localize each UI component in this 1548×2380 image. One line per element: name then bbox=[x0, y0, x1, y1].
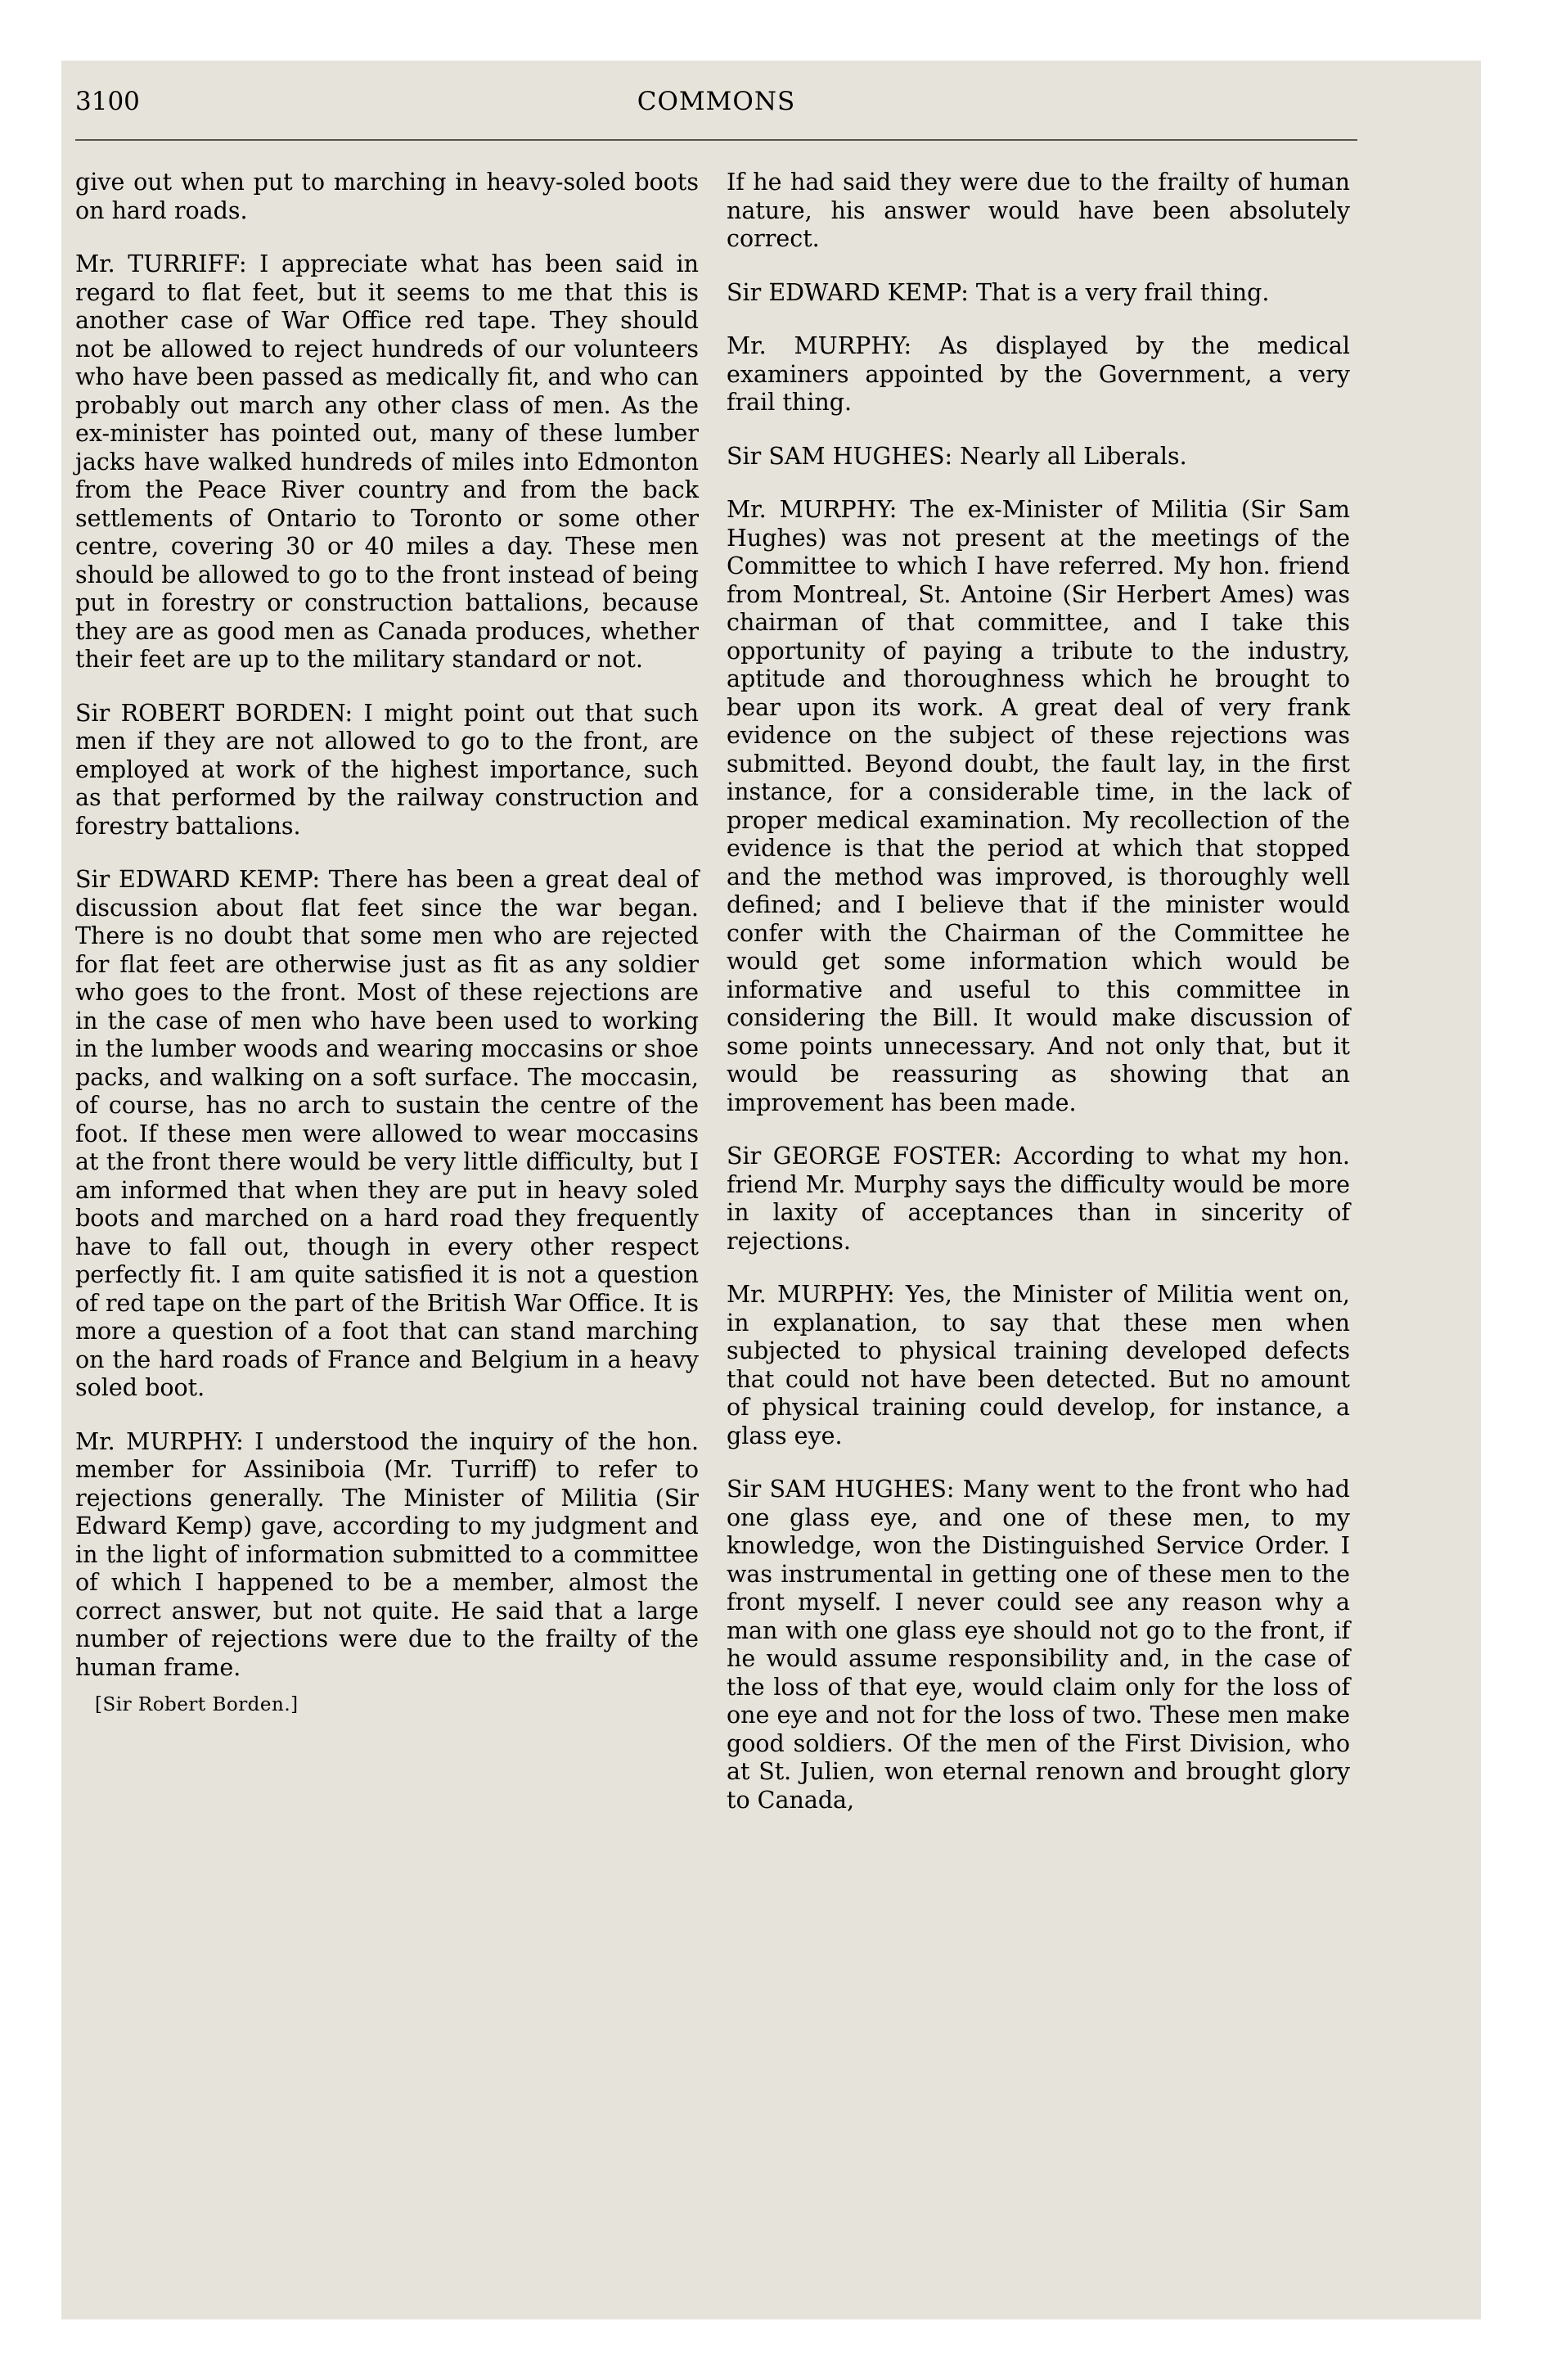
paragraph: If he had said they were due to the frailty of human nature, his answer would have been absolutely correct. bbox=[727, 169, 1350, 252]
paragraph: Sir SAM HUGHES: Nearly all Liberals. bbox=[727, 442, 1187, 470]
paragraph: Mr. MURPHY: I understood the inquiry of the hon. member for Assiniboia (Mr. Turriff) to refer to rejections generally. The Minister of Militia (Sir Edward Kemp) gave, according to my judgment and in the light of information submitted to a committee of which I happened to be a member, almost the correct answer, but not quite. He said that a large number of rejections were due to the frailty of the human frame. bbox=[75, 1427, 699, 1681]
page-number: 3100 bbox=[75, 87, 140, 116]
page-header bbox=[75, 87, 1357, 119]
speaker-tag: [Sir Robert Borden.] bbox=[95, 1694, 299, 1715]
page-heading: COMMONS bbox=[637, 87, 796, 116]
paragraph: give out when put to marching in heavy-soled boots on hard roads. bbox=[75, 169, 699, 224]
left-column bbox=[75, 169, 699, 1720]
paragraph: Sir ROBERT BORDEN: I might point out that such men if they are not allowed to go to the front, are employed at work of the highest importance, such as that performed by the railway construction and forestry battalions. bbox=[75, 699, 699, 840]
header-rule bbox=[75, 139, 1357, 141]
paragraph: Mr. MURPHY: As displayed by the medical examiners appointed by the Government, a very frail thing. bbox=[727, 332, 1350, 416]
paragraph: Sir SAM HUGHES: Many went to the front who had one glass eye, and one of these men, to my knowledge, won the Distinguished Service Order. I was instrumental in getting one of these men to the front myself. I never could see any reason why a man with one glass eye should not go to the front, if he would assume responsibility and, in the case of the loss of that eye, would claim only for the loss of one eye and not for the loss of two. These men make good soldiers. Of the men of the First Division, who at St. Julien, won eternal renown and brought glory to Canada, bbox=[727, 1476, 1350, 1814]
paragraph: Mr. TURRIFF: I appreciate what has been said in regard to flat feet, but it seems to me that this is another case of War Office red tape. They should not be allowed to reject hundreds of our volunteers who have been passed as medically fit, and who can probably out march any other class of men. As the ex-minister has pointed out, many of these lumber jacks have walked hundreds of miles into Edmonton from the Peace River country and from the back settlements of Ontario to Toronto or some other centre, covering 30 or 40 miles a day. These men should be allowed to go to the front instead of being put in forestry or construction battalions, because they are as good men as Canada produces, whether their feet are up to the military standard or not. bbox=[75, 250, 699, 673]
paragraph: Mr. MURPHY: The ex-Minister of Militia (Sir Sam Hughes) was not present at the meetings of the Committee to which I have referred. My hon. friend from Montreal, St. Antoine (Sir Herbert Ames) was chairman of that committee, and I take this opportunity of paying a tribute to the industry, aptitude and thoroughness which he brought to bear upon its work. A great deal of very frank evidence on the subject of these rejections was submitted. Beyond doubt, the fault lay, in the first instance, for a considerable time, in the lack of proper medical examination. My recollection of the evidence is that the period at which that stopped and the method was improved, is thoroughly well defined; and I believe that if the minister would confer with the Chairman of the Committee he would get some information which would be informative and useful to this committee in considering the Bill. It would make discussion of some points unnecessary. And not only that, but it would be reassuring as showing that an improvement has been made. bbox=[727, 496, 1350, 1116]
paragraph: Mr. MURPHY: Yes, the Minister of Militia went on, in explanation, to say that these men when subjected to physical training developed defects that could not have been detected. But no amount of physical training could develop, for instance, a glass eye. bbox=[727, 1281, 1350, 1449]
paragraph: Sir EDWARD KEMP: There has been a great deal of discussion about flat feet since the war began. There is no doubt that some men who are rejected for flat feet are otherwise just as fit as any soldier who goes to the front. Most of these rejections are in the case of men who have been used to working in the lumber woods and wearing moccasins or shoe packs, and walking on a soft surface. The moccasin, of course, has no arch to sustain the centre of the foot. If these men were allowed to wear moccasins at the front there would be very little difficulty, but I am informed that when they are put in heavy soled boots and marched on a hard road they frequently have to fall out, though in every other respect perfectly fit. I am quite satisfied it is not a question of red tape on the part of the British War Office. It is more a question of a foot that can stand marching on the hard roads of France and Belgium in a heavy soled boot. bbox=[75, 866, 699, 1401]
paragraph: Sir EDWARD KEMP: That is a very frail thing. bbox=[727, 278, 1270, 306]
right-column bbox=[727, 169, 1350, 1840]
paragraph: Sir GEORGE FOSTER: According to what my hon. friend Mr. Murphy says the difficulty would be more in laxity of acceptances than in sincerity of rejections. bbox=[727, 1143, 1350, 1255]
